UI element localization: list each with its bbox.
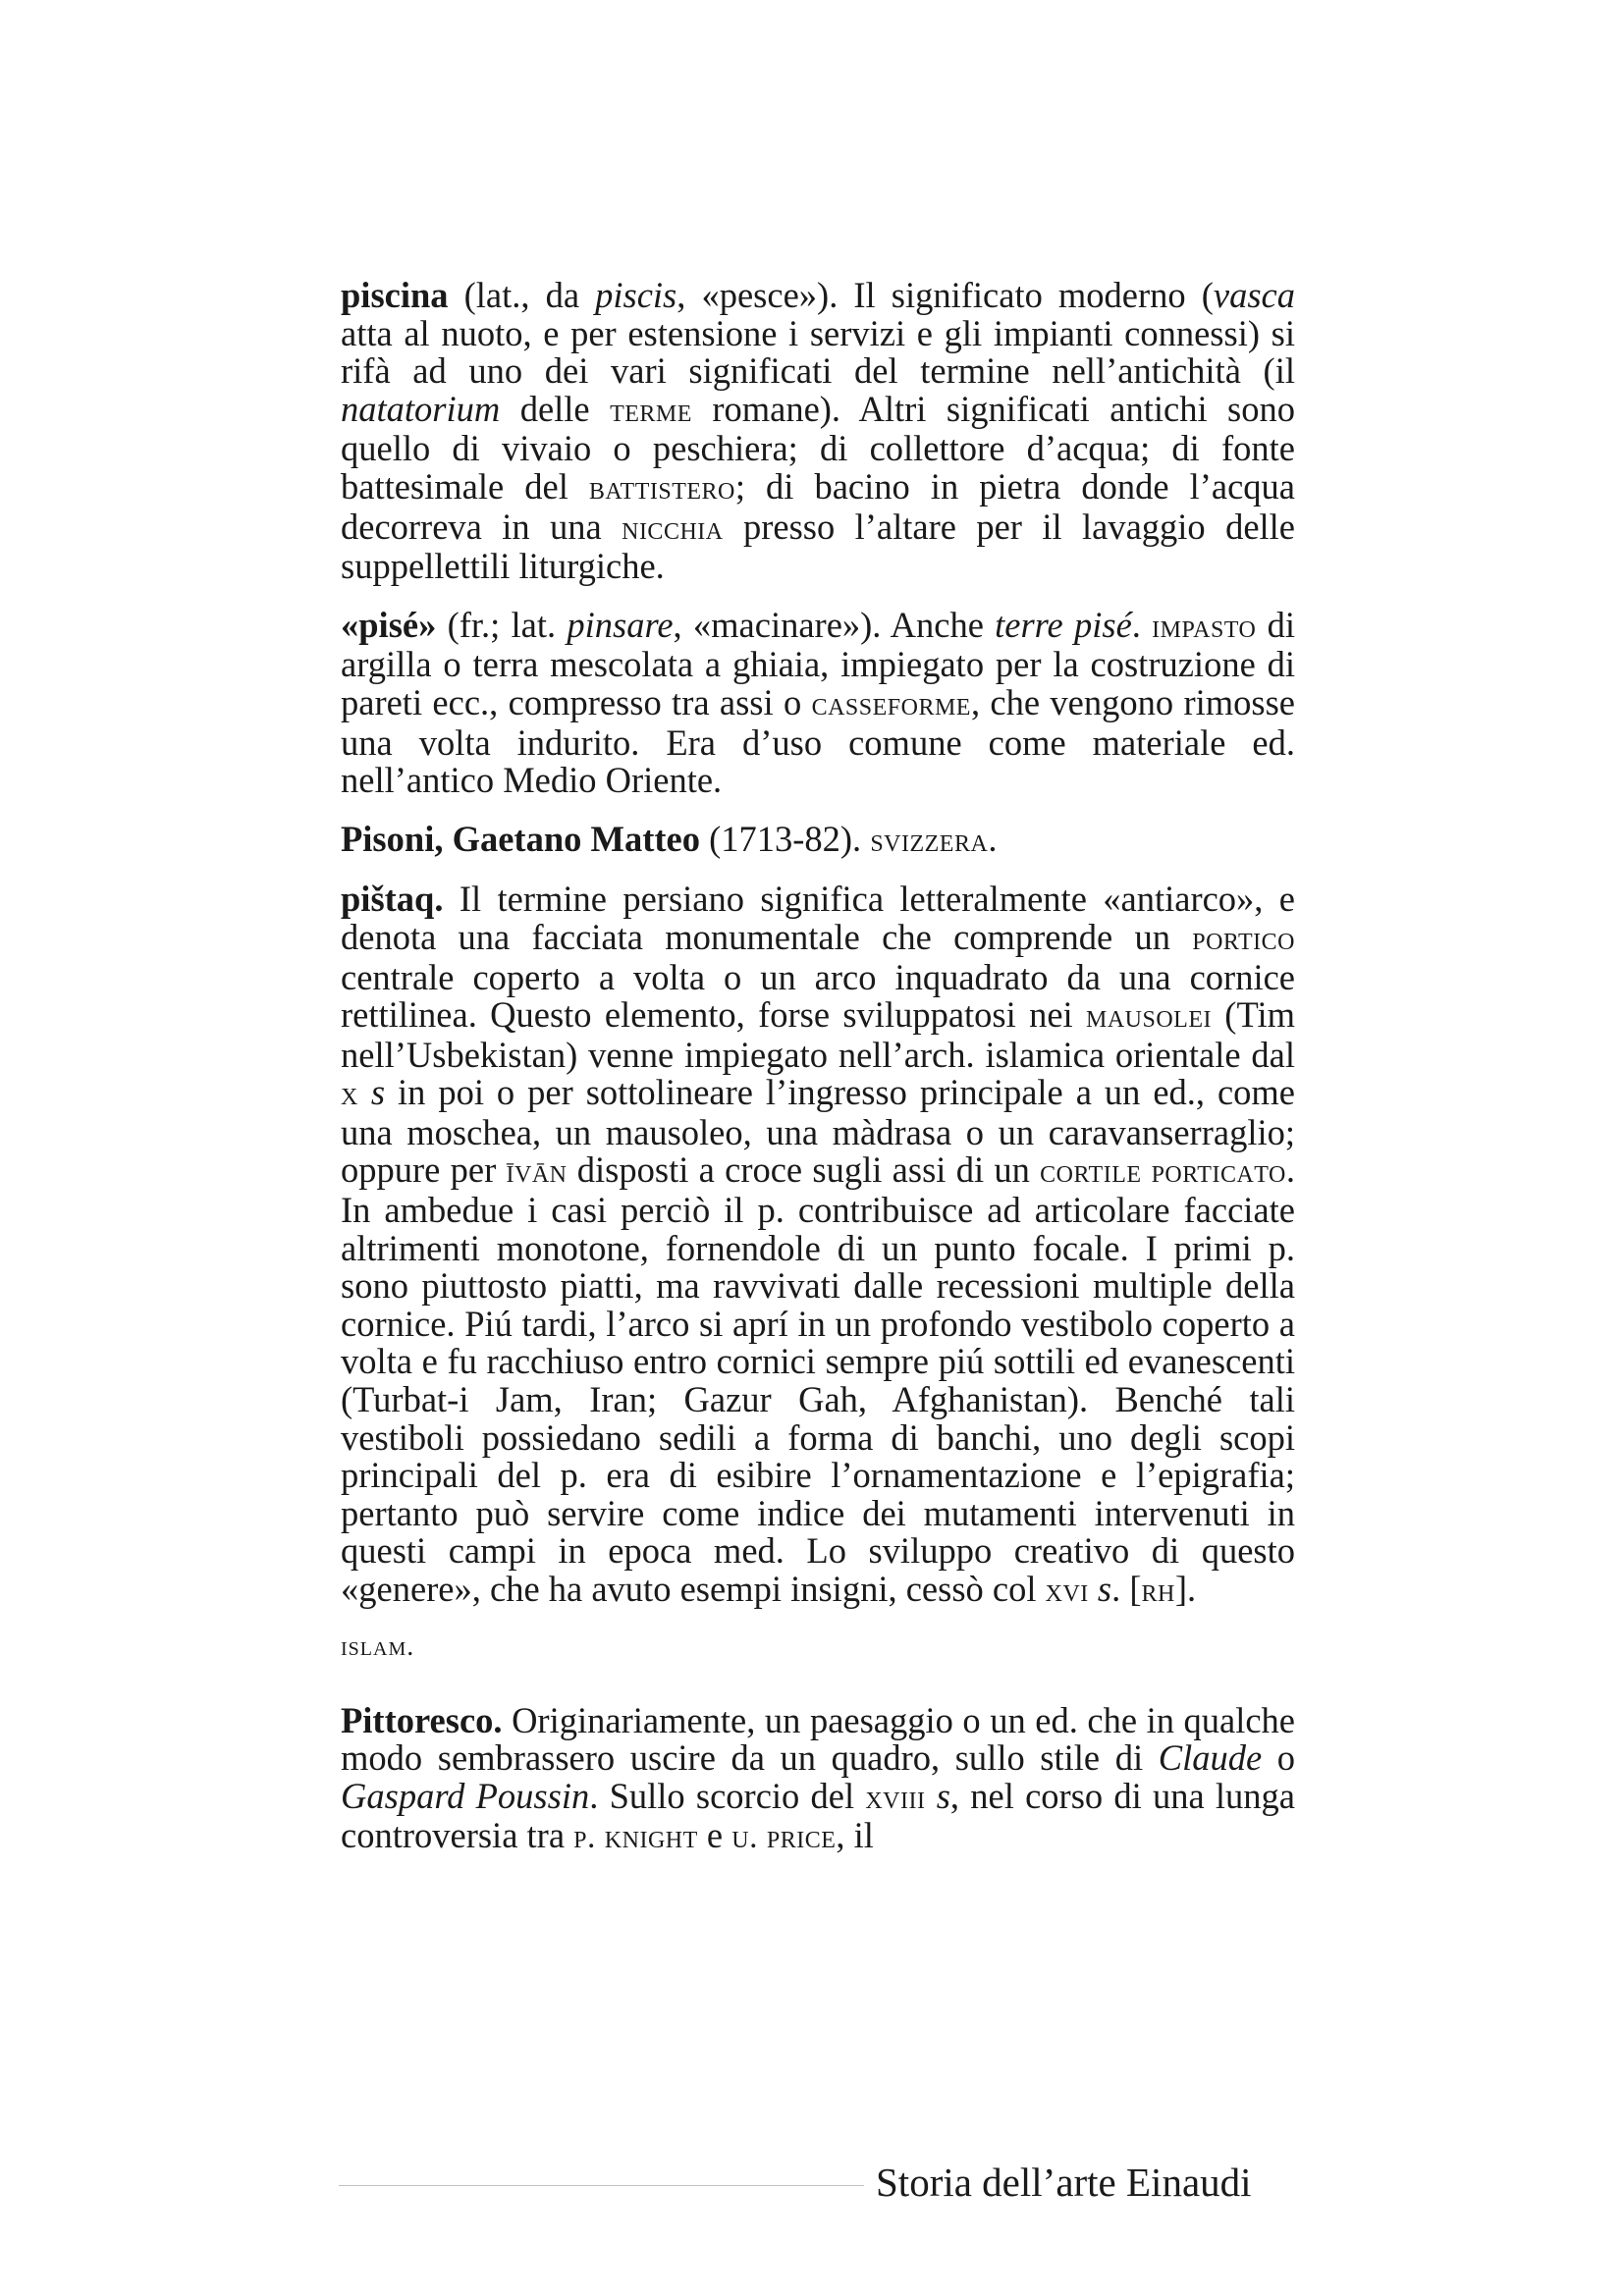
entry-text: . xyxy=(1131,604,1153,645)
cross-reference: u. price xyxy=(731,1819,837,1856)
entry-text: ]. xyxy=(1174,1569,1197,1609)
italic-text: vasca xyxy=(1213,275,1296,315)
entry-text: , che vengono rimosse una volta indurito. Era d’uso comune come materiale ed. nell’antico Medio Oriente. xyxy=(341,681,1295,801)
cross-reference: battistero xyxy=(588,469,735,507)
italic-text: s xyxy=(370,1072,386,1113)
entry-text: in poi o per sottolineare l’ingresso principale a un ed., come una moschea, un mausoleo, una màdrasa o un caravanserraglio; oppure per xyxy=(341,1072,1296,1191)
entry-text: centrale coperto a volta o un arco inquadrato da una cornice rettilinea. Questo elemento, forse sviluppatosi nei xyxy=(341,956,1295,1036)
entry-text: disposti a croce sugli assi di un xyxy=(567,1149,1041,1191)
entry-text: (lat., da xyxy=(448,275,596,315)
cross-reference: cortile porticato xyxy=(1040,1153,1286,1191)
italic-text: Gaspard Poussin xyxy=(341,1775,590,1816)
cross-reference: mausolei xyxy=(1085,998,1212,1036)
entry-text: atta al nuoto, e per estensione i servizi e gli impianti connessi) si rifà ad uno dei vari significati del termine nell’antichità (il xyxy=(341,312,1295,392)
cross-reference: xviii xyxy=(865,1779,926,1816)
italic-text: Claude xyxy=(1158,1737,1263,1779)
entry-headword: «pisé» xyxy=(341,604,437,645)
entry-text: . In ambedue i casi perciò il p. contribuisce ad articolare facciate altrimenti monotone, fornendole di un punto focale. I primi p. sono piuttosto piatti, ma ravvivati dalle recessioni multiple della cornice. Piú tardi, l’arco si aprí in un profondo vestibolo coperto a volta e fu racchiuso entro cornici sempre piú sottili ed evanescenti (Turbat-i Jam, Iran; Gazur Gah, Afghanistan). Benché tali vestiboli possiedano sedili a forma di banchi, uno degli scopi principali del p. era di esibire l’ornamentazione e l’epigrafia; pertanto può servire come indice dei mutamenti intervenuti in questi campi in epoca med. Lo sviluppo creativo di questo «genere», che ha avuto esempi insigni, cessò col xyxy=(341,1149,1295,1609)
see-also-reference: islam. xyxy=(341,1630,415,1662)
entry-text: , «pesce»). Il significato moderno ( xyxy=(676,275,1214,315)
cross-reference: p. knight xyxy=(573,1819,698,1856)
entry-headword: piscina xyxy=(341,275,449,315)
entry-pittoresco xyxy=(341,1699,1296,1857)
entry-text xyxy=(1089,1569,1098,1609)
entry-text: romane). Altri significati antichi sono quello di vivaio o peschiera; di collettore d’acqua; di fonte battesimale del xyxy=(341,388,1295,507)
entry-headword: Pittoresco. xyxy=(341,1699,503,1740)
cross-reference: portico xyxy=(1192,920,1295,957)
entry-text: , «macinare»). Anche xyxy=(673,604,996,645)
cross-reference: x xyxy=(341,1076,358,1113)
entry-text: Originariamente, un paesaggio o un ed. che in qualche modo sembrassero uscire da un quadro, sullo stile di xyxy=(341,1699,1295,1779)
entry-text: di argilla o terra mescolata a ghiaia, impiegato per la costruzione di pareti ecc., compresso tra assi o xyxy=(341,604,1295,722)
italic-text: pinsare xyxy=(567,604,674,645)
entry-text: . xyxy=(988,818,998,859)
footer-title: Storia dell’arte Einaudi xyxy=(876,2160,1252,2205)
entry-headword: pištaq. xyxy=(341,879,444,920)
cross-reference: terme xyxy=(610,392,692,429)
entry-text: (fr.; lat. xyxy=(436,604,568,645)
cross-reference: impasto xyxy=(1152,608,1257,645)
italic-text: terre pisé xyxy=(995,604,1132,645)
italic-text: natatorium xyxy=(341,388,501,429)
italic-text: s xyxy=(1097,1569,1112,1609)
entry-text: Il termine persiano significa letteralmente «antiarco», e denota una facciata monumentale che comprende un xyxy=(341,879,1295,957)
entry-text: , nel corso di una lunga controversia tra xyxy=(341,1775,1295,1856)
entry-pisoni xyxy=(341,818,1295,861)
italic-text: s xyxy=(936,1775,950,1816)
cross-reference: casseforme xyxy=(811,685,971,722)
entry-pise xyxy=(341,604,1295,801)
entry-headword: Pisoni, Gaetano Matteo xyxy=(341,818,700,859)
entry-text: ; di bacino in pietra donde l’acqua decorreva in una xyxy=(341,465,1295,547)
entry-text: . [ xyxy=(1111,1569,1142,1609)
entry-text: delle xyxy=(500,388,611,429)
entry-text xyxy=(358,1072,371,1112)
entry-text: o xyxy=(1262,1737,1296,1779)
dictionary-text-column xyxy=(341,277,1295,1878)
cross-reference: īvān xyxy=(506,1153,568,1191)
entry-text: , il xyxy=(836,1815,874,1856)
cross-reference: rh xyxy=(1141,1573,1175,1609)
italic-text: piscis xyxy=(595,275,677,315)
cross-reference: xvi xyxy=(1045,1573,1089,1609)
entry-piscina xyxy=(341,277,1295,586)
cross-reference: svizzera xyxy=(870,822,989,859)
entry-text xyxy=(925,1776,936,1816)
entry-pistaq xyxy=(341,881,1295,1610)
entry-text: (Tim nell’Usbekistan) venne impiegato nell’arch. islamica orientale dal xyxy=(341,994,1295,1075)
cross-reference: nicchia xyxy=(622,509,724,547)
entry-text: e xyxy=(697,1815,732,1856)
entry-text: . Sullo scorcio del xyxy=(589,1775,866,1816)
entry-text: (1713-82). xyxy=(699,818,871,859)
footer-rule xyxy=(339,2185,864,2186)
entry-text: presso l’altare per il lavaggio delle suppellettili liturgiche. xyxy=(341,506,1296,587)
